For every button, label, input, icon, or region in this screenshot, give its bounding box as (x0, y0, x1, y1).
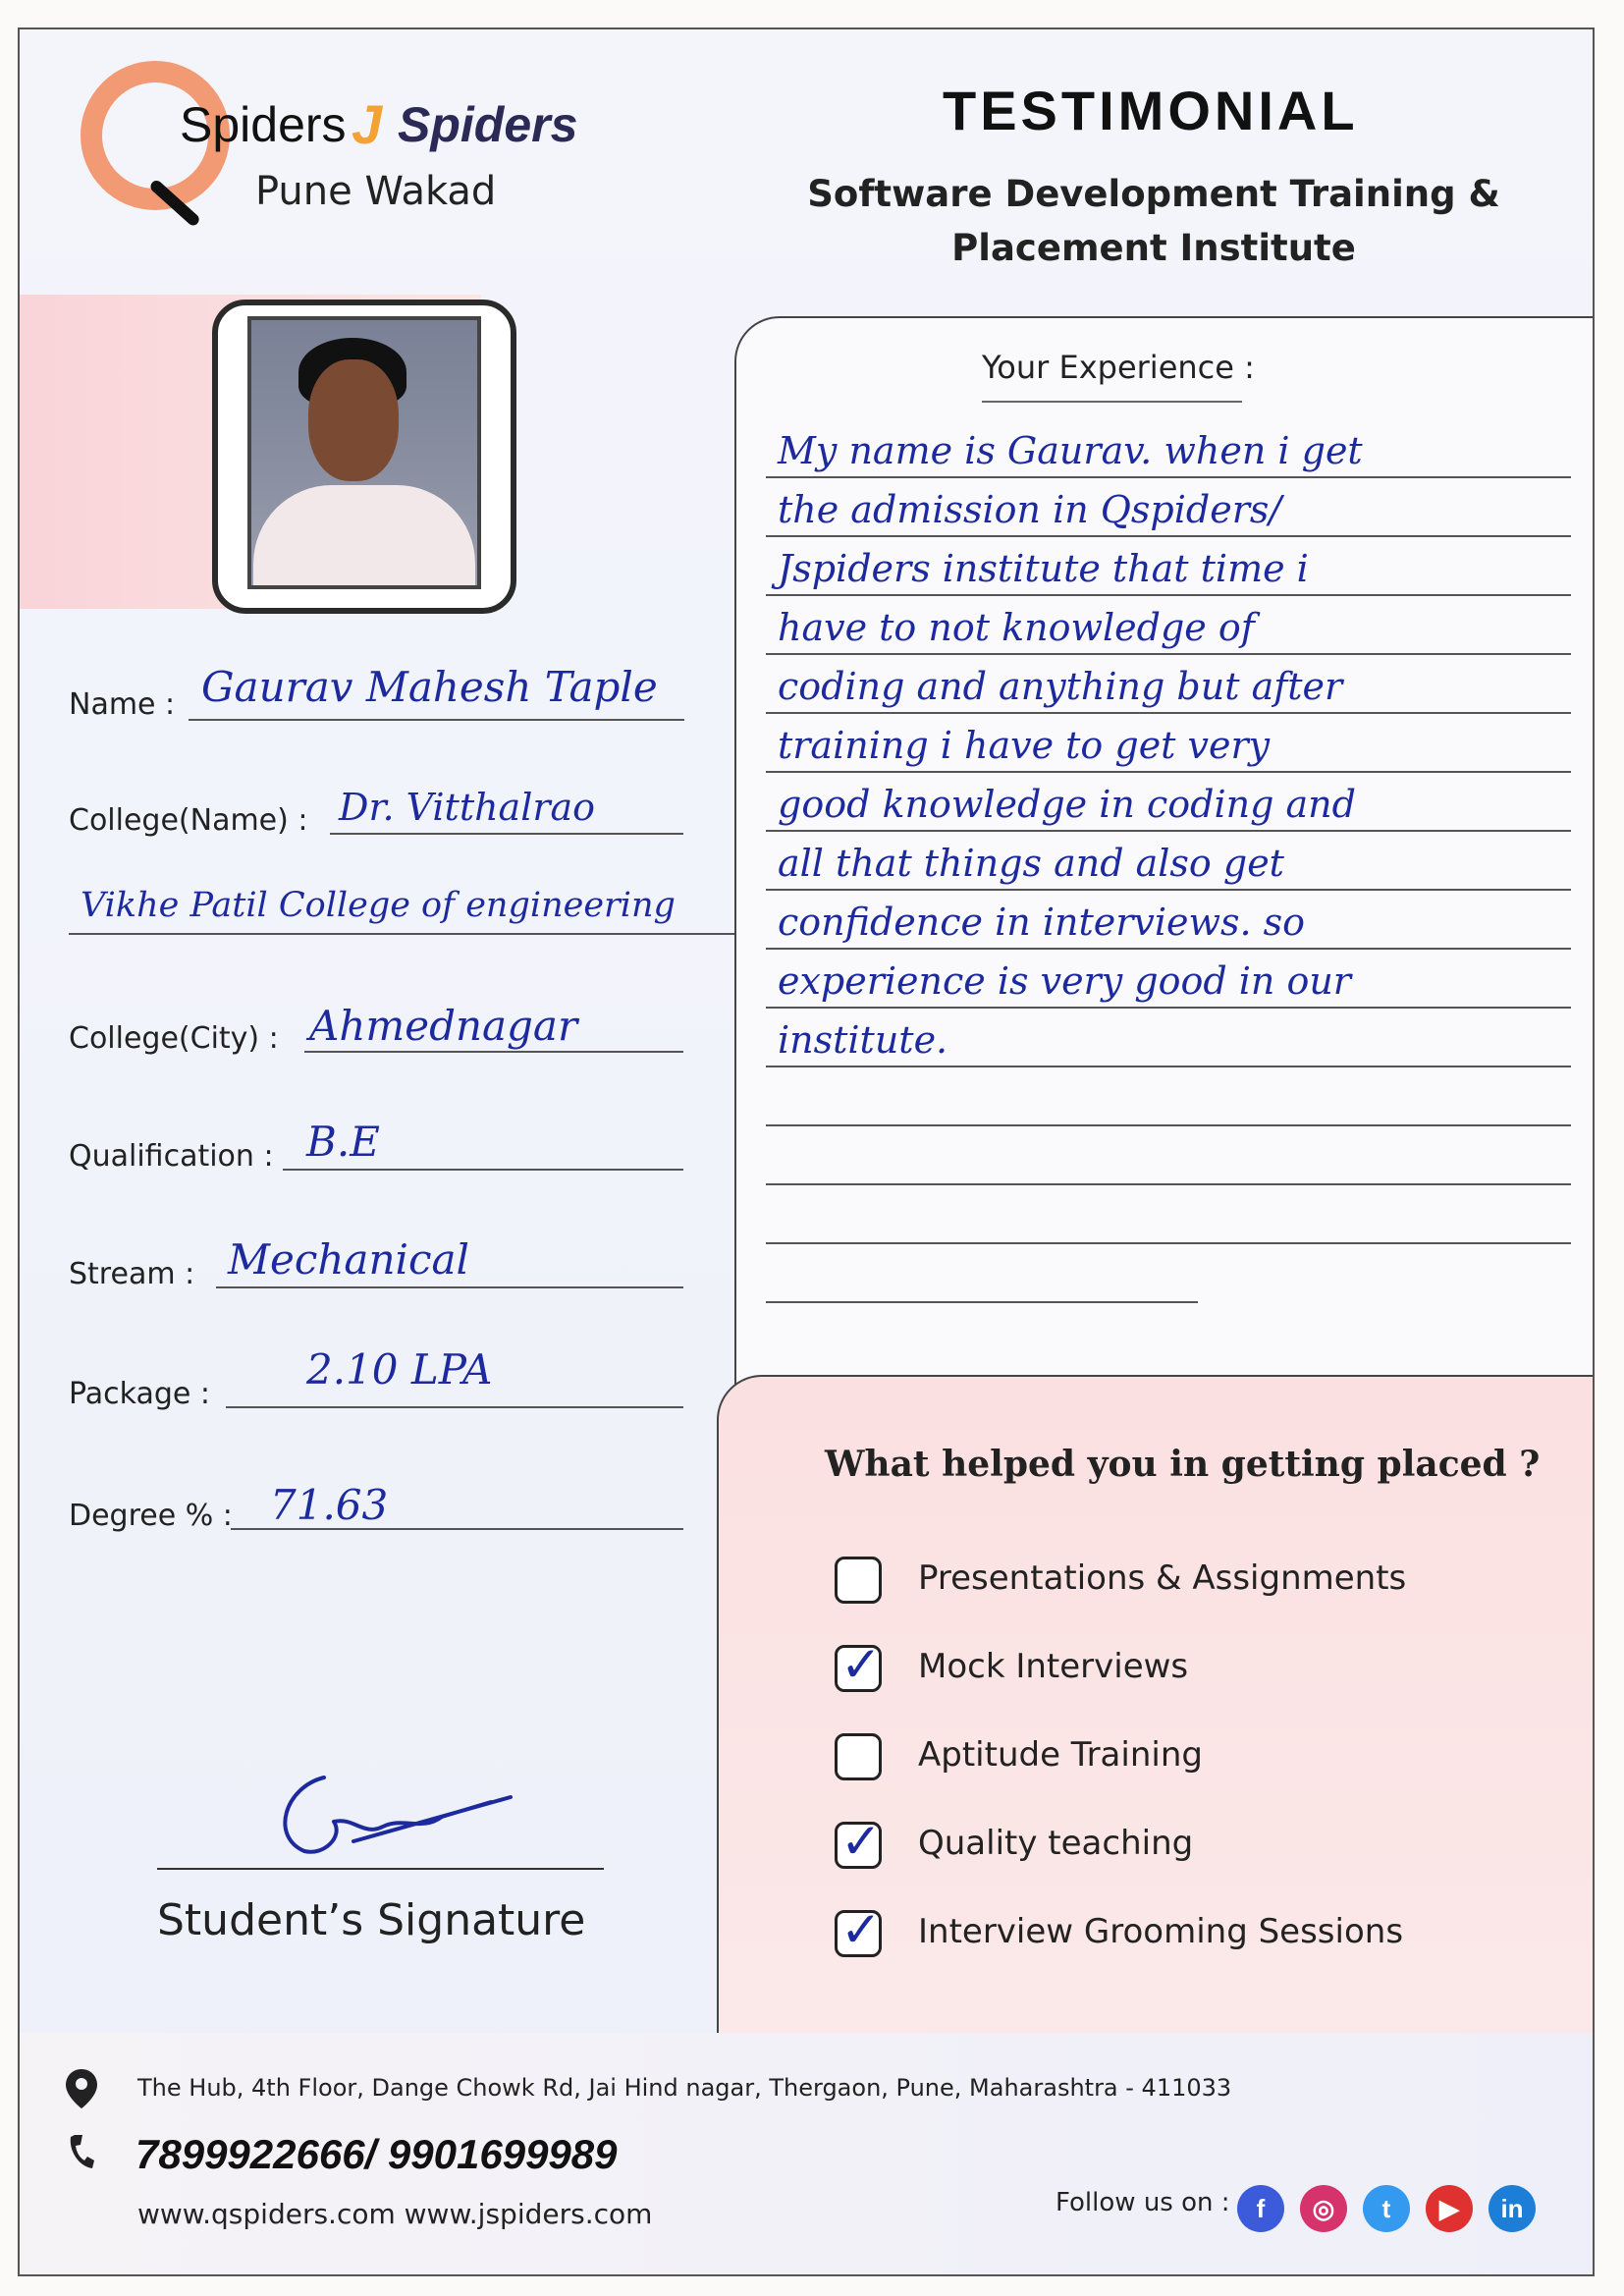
experience-rule-line (766, 889, 1571, 891)
checkmark-icon: ✓ (840, 1813, 882, 1870)
experience-rule-line (766, 1007, 1571, 1009)
signature-label: Student’s Signature (157, 1895, 586, 1945)
websites[interactable]: www.qspiders.com www.jspiders.com (137, 2198, 653, 2230)
follow-us-label: Follow us on : (1056, 2188, 1230, 2217)
option-label: Aptitude Training (918, 1735, 1203, 1775)
stream-label: Stream : (69, 1257, 195, 1291)
experience-rule-line (766, 1242, 1571, 1244)
experience-title-underline (982, 401, 1242, 403)
experience-line: all that things and also get (778, 842, 1284, 885)
experience-rule-line (766, 476, 1571, 478)
subtitle-line-1: Software Development Training & (807, 173, 1500, 215)
testimonial-form (18, 27, 1595, 2276)
college-line-1 (330, 833, 683, 835)
experience-line: institute. (778, 1018, 948, 1062)
degree-value[interactable]: 71.63 (270, 1481, 389, 1529)
experience-line: confidence in interviews. so (778, 901, 1306, 944)
facebook-icon[interactable]: f (1237, 2185, 1284, 2232)
linkedin-icon[interactable]: in (1489, 2185, 1536, 2232)
option-label: Interview Grooming Sessions (918, 1912, 1404, 1951)
student-signature-mark (265, 1758, 520, 1866)
college-label: College(Name) : (69, 803, 308, 838)
experience-title: Your Experience : (982, 349, 1255, 386)
signature-line (157, 1868, 604, 1870)
experience-rule-line (766, 1124, 1571, 1126)
experience-line: coding and anything but after (778, 665, 1343, 708)
phone-icon (67, 2131, 96, 2170)
city-label: College(City) : (69, 1021, 279, 1056)
option-label: Mock Interviews (918, 1647, 1189, 1686)
qualification-label: Qualification : (69, 1139, 274, 1174)
college-value-line2[interactable]: Vikhe Patil College of engineering (81, 886, 676, 925)
branch-location: Pune Wakad (255, 169, 497, 214)
college-line-2 (69, 933, 766, 935)
helped-title: What helped you in getting placed ? (825, 1444, 1541, 1485)
student-photo (247, 316, 481, 589)
experience-rule-line (766, 830, 1571, 832)
experience-line: have to not knowledge of (778, 606, 1255, 649)
option-checkbox[interactable] (835, 1733, 882, 1780)
experience-rule-line (766, 948, 1571, 950)
experience-line: good knowledge in coding and (778, 783, 1356, 826)
youtube-icon[interactable]: ▶ (1426, 2185, 1473, 2232)
city-line (304, 1051, 683, 1053)
qualification-line (283, 1169, 683, 1171)
experience-rule-line (766, 712, 1571, 714)
college-value-line1[interactable]: Dr. Vitthalrao (339, 786, 596, 829)
checkmark-icon: ✓ (840, 1901, 882, 1958)
qualification-value[interactable]: B.E (306, 1118, 380, 1166)
experience-line: the admission in Qspiders/ (778, 488, 1282, 531)
brand-qspiders: Spiders (180, 97, 347, 152)
option-label: Quality teaching (918, 1824, 1194, 1863)
package-value[interactable]: 2.10 LPA (306, 1345, 493, 1394)
option-checkbox[interactable] (835, 1557, 882, 1604)
photo-face (308, 359, 399, 481)
subtitle-line-2: Placement Institute (951, 227, 1356, 269)
city-value[interactable]: Ahmednagar (309, 1002, 578, 1050)
experience-line: Jspiders institute that time i (778, 547, 1309, 590)
experience-line: training i have to get very (778, 724, 1271, 767)
experience-line: experience is very good in our (778, 959, 1351, 1003)
location-pin-icon (64, 2067, 99, 2110)
experience-rule-line (766, 771, 1571, 773)
instagram-icon[interactable]: ◎ (1300, 2185, 1347, 2232)
name-value[interactable]: Gaurav Mahesh Taple (201, 663, 658, 711)
address: The Hub, 4th Floor, Dange Chowk Rd, Jai Hind nagar, Thergaon, Pune, Maharashtra - 411033 (137, 2074, 1232, 2102)
package-label: Package : (69, 1377, 210, 1411)
brand-j-letter: J (352, 93, 383, 155)
stream-value[interactable]: Mechanical (228, 1235, 469, 1284)
experience-rule-line (766, 653, 1571, 655)
checkmark-icon: ✓ (840, 1636, 882, 1693)
phone-numbers[interactable]: 7899922666/ 9901699989 (135, 2131, 618, 2177)
page-subtitle (795, 167, 1512, 275)
degree-label: Degree % : (69, 1499, 233, 1533)
photo-shirt (253, 485, 475, 589)
option-label: Presentations & Assignments (918, 1558, 1407, 1598)
twitter-icon[interactable]: t (1363, 2185, 1410, 2232)
page-title: TESTIMONIAL (943, 80, 1359, 141)
experience-rule-line (766, 1183, 1571, 1185)
experience-rule-line (766, 594, 1571, 596)
experience-rule-line (766, 1301, 1198, 1303)
stream-line (216, 1286, 683, 1288)
experience-rule-line (766, 1066, 1571, 1067)
brand-jspiders: Spiders (398, 97, 578, 152)
name-label: Name : (69, 687, 176, 722)
experience-rule-line (766, 535, 1571, 537)
experience-line: My name is Gaurav. when i get (778, 429, 1363, 472)
name-line (189, 719, 684, 721)
package-line (226, 1406, 683, 1408)
